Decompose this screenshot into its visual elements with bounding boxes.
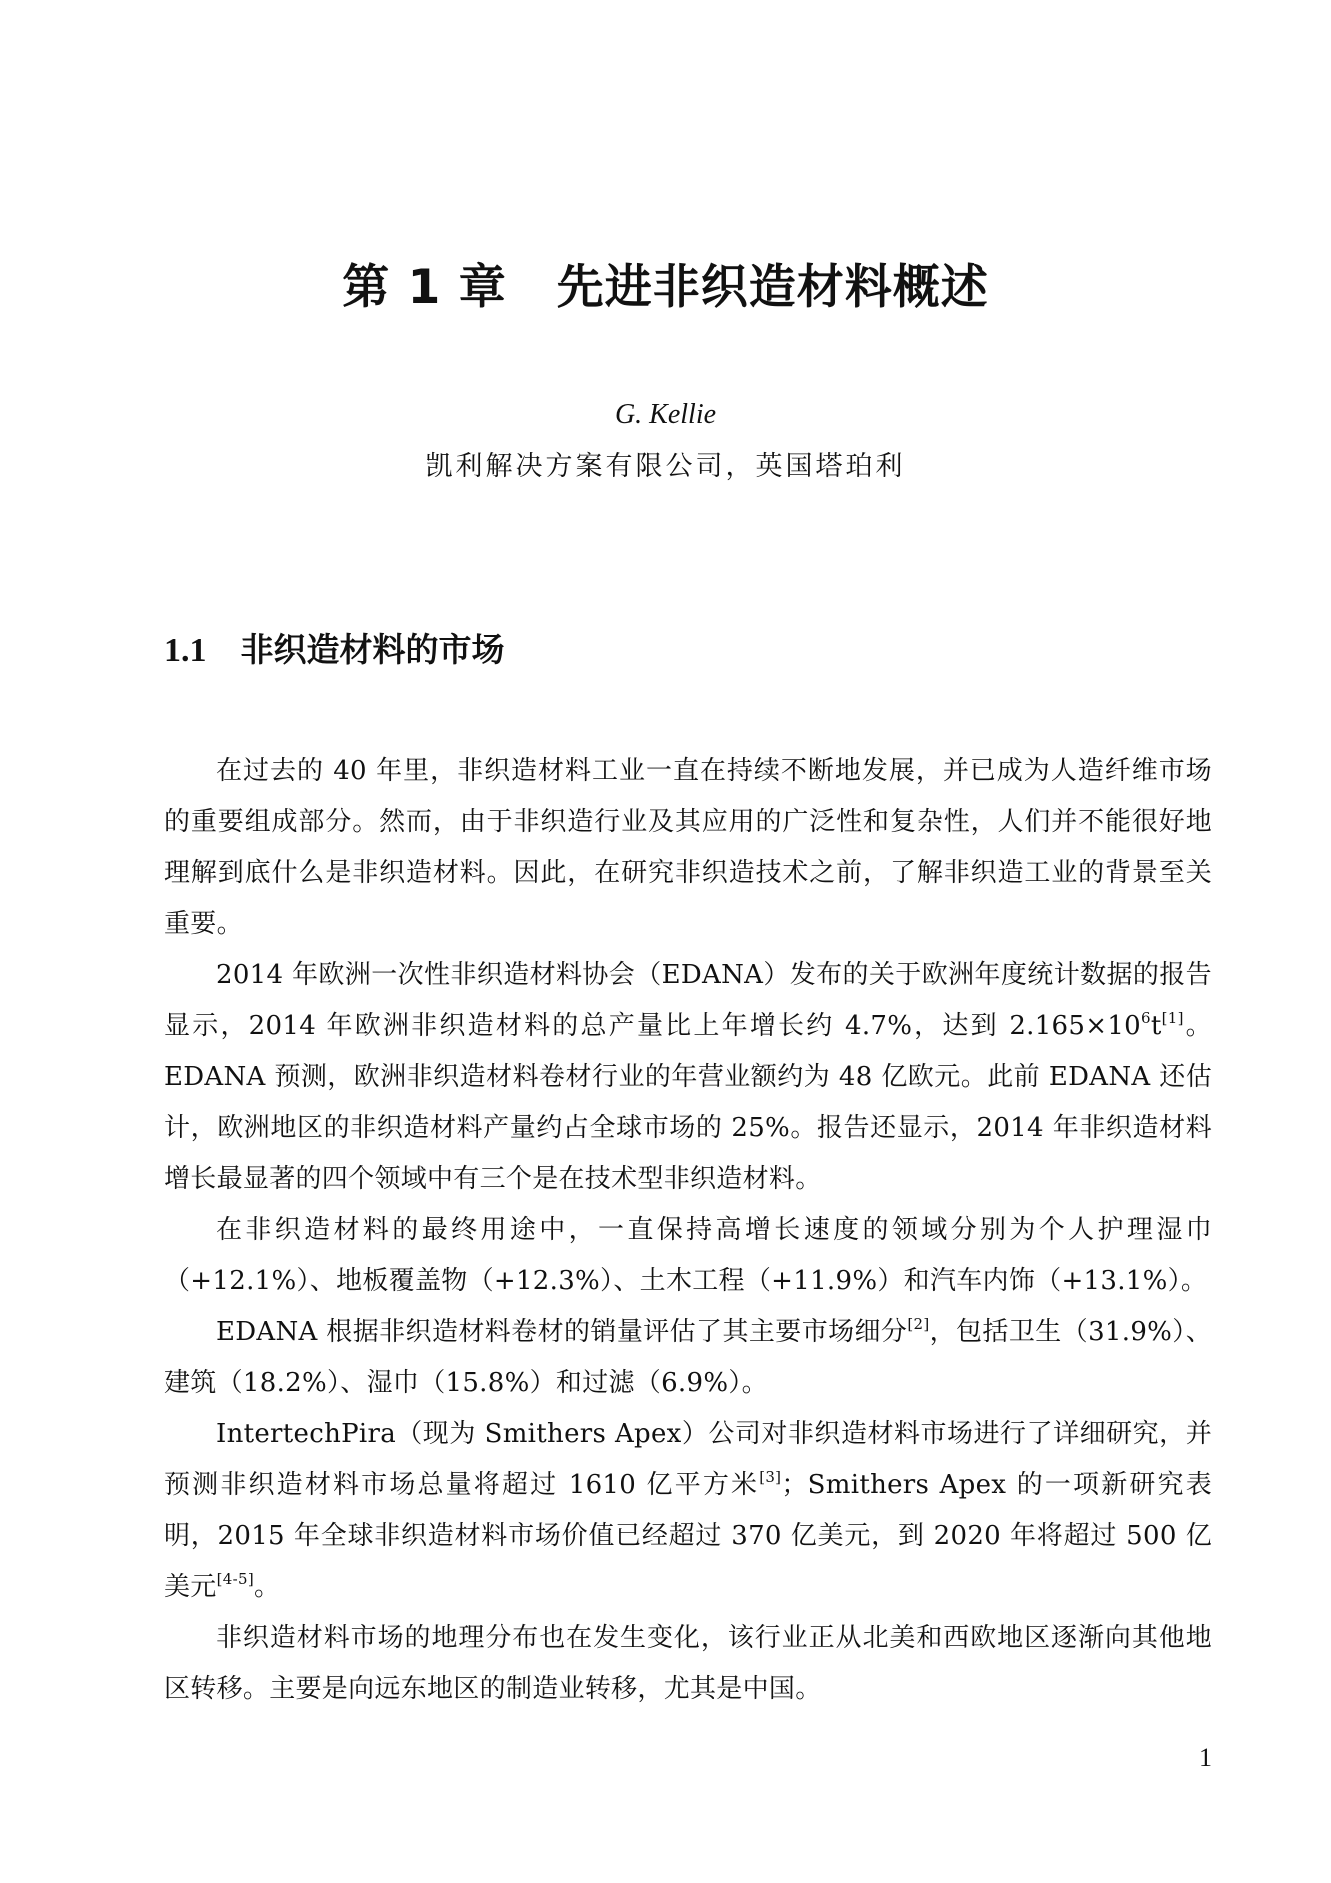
page-number: 1 xyxy=(1199,1743,1212,1772)
paragraph: 在非织造材料的最终用途中，一直保持高增长速度的领域分别为个人护理湿巾（+12.1%）、地板覆盖物（+12.3%）、土木工程（+11.9%）和汽车内饰（+13.1%）。 xyxy=(164,1215,1212,1296)
citation: [1] xyxy=(1161,1009,1184,1027)
chapter-title xyxy=(0,253,1331,323)
citation: [3] xyxy=(759,1468,782,1486)
citation: [4-5] xyxy=(216,1570,254,1588)
paragraph: 在过去的 40 年里，非织造材料工业一直在持续不断地发展，并已成为人造纤维市场的重要组成部分。然而，由于非织造行业及其应用的广泛性和复杂性，人们并不能很好地理解到底什么是非织造材料。因此，在研究非织造技术之前，了解非织造工业的背景至关重要。 xyxy=(164,756,1212,939)
paragraph: 非织造材料市场的地理分布也在发生变化，该行业正从北美和西欧地区逐渐向其他地区转移。主要是向远东地区的制造业转移，尤其是中国。 xyxy=(164,1623,1212,1704)
citation: [2] xyxy=(907,1315,930,1333)
author-affiliation: 凯利解决方案有限公司，英国塔珀利 xyxy=(425,451,906,482)
chapter-title-text: 先进非织造材料概述 xyxy=(556,260,989,315)
exponent: 6 xyxy=(1141,1009,1151,1027)
chapter-label: 第 1 章 xyxy=(342,260,507,315)
section-title: 非织造材料的市场 xyxy=(240,630,505,669)
body-text xyxy=(164,746,1212,1715)
paragraph: EDANA 根据非织造材料卷材的销量评估了其主要市场细分[2]，包括卫生（31.9%）、建筑（18.2%）、湿巾（15.8%）和过滤（6.9%）。 xyxy=(164,1315,1212,1398)
section-heading xyxy=(164,626,505,674)
section-number: 1.1 xyxy=(164,632,207,669)
paragraph: 2014 年欧洲一次性非织造材料协会（EDANA）发布的关于欧洲年度统计数据的报告显示，2014 年欧洲非织造材料的总产量比上年增长约 4.7%，达到 $2.165\times 10^6t[1]$。EDANA 预测，欧洲非织造材料卷材行业的年营业额约为 48 亿欧元。此前 EDANA 还估计，欧洲地区的非织造材料产量约占全球市场的 25%。报告还显示，2014 年非织造材料增长最显著的四个领域中有三个是在技术型非织造材料。 xyxy=(164,960,1212,1194)
paragraph: IntertechPira（现为 Smithers Apex）公司对非织造材料市场进行了详细研究，并预测非织造材料市场总量将超过 1610 亿平方米[3]；Smithers Apex 的一项新研究表明，2015 年全球非织造材料市场价值已经超过 370 亿美元，到 2020 年将超过 500 亿美元[4-5]。 xyxy=(164,1419,1213,1602)
author-name: G. Kellie xyxy=(614,399,717,430)
